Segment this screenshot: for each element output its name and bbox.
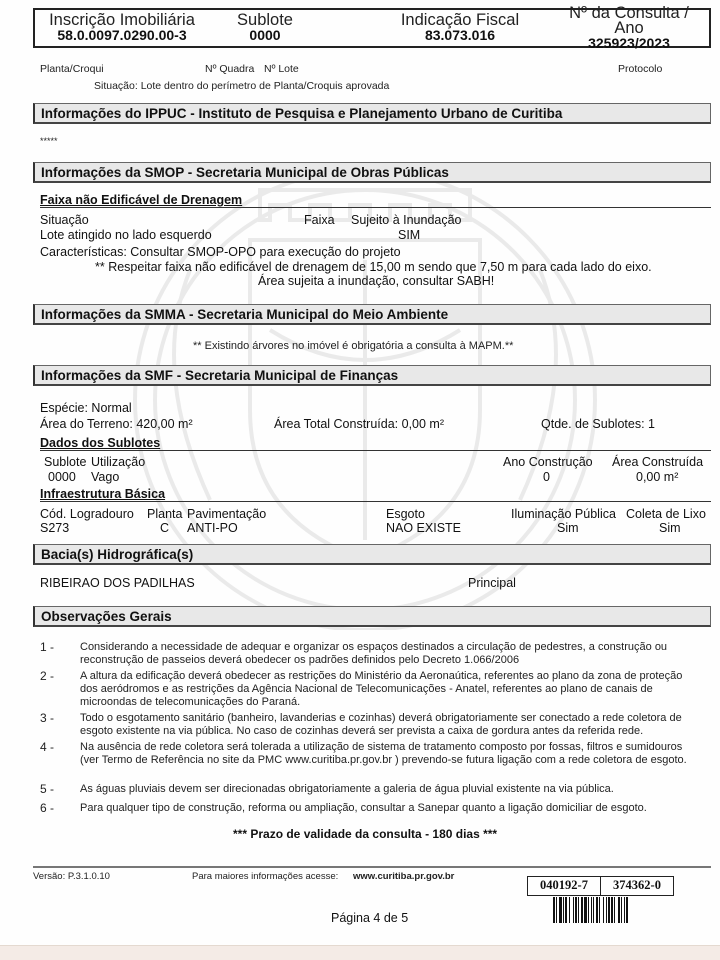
qtde-sublotes: Qtde. de Sublotes: 1 [541, 417, 655, 431]
section-smma: Informações da SMMA - Secretaria Municipal do Meio Ambiente [33, 304, 711, 325]
footer-divider [33, 866, 711, 868]
sublotes-header-sublote: Sublote [44, 455, 87, 469]
situacao-label: Situação [40, 213, 89, 227]
sublote-value: 0000 [249, 27, 281, 43]
sublotes-header-area: Área Construída [612, 455, 704, 469]
ippuc-content: ***** [40, 136, 58, 146]
sublote-cell: 0000 [48, 470, 76, 484]
numero-consulta [553, 3, 705, 51]
inundacao-value: SIM [398, 228, 421, 242]
code-box-2: 374362-0 [600, 876, 674, 896]
bacia-type: Principal [468, 576, 516, 590]
section-smf: Informações da SMF - Secretaria Municipal de Finanças [33, 365, 711, 386]
caracteristicas: Características: Consultar SMOP-OPO para execução do projeto [40, 245, 401, 259]
iluminacao-cell: Sim [557, 521, 579, 535]
page-number: Página 4 de 5 [331, 911, 409, 925]
section-ippuc: Informações do IPPUC - Instituto de Pesquisa e Planejamento Urbano de Curitiba [33, 103, 711, 124]
item-number: 1 - [40, 640, 55, 654]
list-item [40, 641, 700, 667]
list-item [40, 712, 700, 738]
item-number: 6 - [40, 801, 55, 815]
item-number: 4 - [40, 740, 55, 754]
inscricao-value: 58.0.0097.0290.00-3 [57, 27, 187, 43]
infra-header-coleta: Coleta de Lixo [626, 507, 706, 521]
item-number: 3 - [40, 711, 55, 725]
item-text: Considerando a necessidade de adequar e organizar os espaços destinados a circulação de pedestres, a construção ou reconstrução de passeios deverá obedecer os padrões definidos pelo Decreto 1.066/2006 [80, 641, 668, 667]
faixa-drenagem-title [40, 193, 711, 208]
barcode [553, 897, 671, 923]
faixa-drenagem-label: Faixa não Edificável de Drenagem [40, 193, 243, 207]
code-box-1: 040192-7 [527, 876, 601, 896]
item-number: 2 - [40, 669, 55, 683]
smop-note-faixa: ** Respeitar faixa não edificável de drenagem de 15,00 m sendo que 7,50 m para cada lado do eixo. [95, 260, 652, 274]
smma-note: ** Existindo árvores no imóvel é obrigatória a consulta à MAPM.** [193, 340, 514, 352]
area-total-construida: Área Total Construída: 0,00 m² [274, 417, 444, 431]
sublotes-header-utilizacao: Utilização [91, 455, 146, 469]
pavimentacao-cell: ANTI-PO [187, 521, 238, 535]
dados-sublotes-title [40, 436, 711, 451]
item-text: As águas pluviais devem ser direcionadas obrigatoriamente a galeria de água pluvial existente na via pública. [80, 783, 614, 795]
section-smop: Informações da SMOP - Secretaria Municipal de Obras Públicas [33, 162, 711, 183]
infra-header-planta: Planta [147, 507, 183, 521]
planta-croqui-label: Planta/Croqui [40, 63, 104, 75]
protocolo-label: Protocolo [618, 63, 663, 75]
sublotes-header-ano: Ano Construção [503, 455, 593, 469]
coleta-cell: Sim [659, 521, 681, 535]
item-number: 5 - [40, 782, 55, 796]
item-text: Na ausência de rede coletora será tolerada a utilização de sistema de tratamento composto por fossas, filtros e sumidouros (ver Termo de Referência no site da PMC www.curitiba.pr.gov.br ) prevendo-se futura ligação com a rede coletora de esgoto. [80, 741, 687, 767]
indicacao-fiscal [385, 13, 535, 43]
especie: Espécie: Normal [40, 401, 132, 415]
smop-note-inundacao: Área sujeita a inundação, consultar SABH! [258, 274, 495, 288]
codigo-cell: S273 [40, 521, 70, 535]
planta-situacao: Situação: Lote dentro do perímetro de Planta/Croquis aprovada [94, 80, 390, 92]
bacia-name: RIBEIRAO DOS PADILHAS [40, 576, 195, 590]
planta-cell: C [160, 521, 170, 535]
background-strip [0, 945, 720, 960]
quadra-label: Nº Quadra [205, 63, 255, 75]
utilizacao-cell: Vago [91, 470, 120, 484]
section-bacia: Bacia(s) Hidrográfica(s) [33, 544, 711, 565]
info-url-link[interactable]: www.curitiba.pr.gov.br [353, 871, 455, 882]
versao: Versão: P.3.1.0.10 [33, 871, 110, 882]
ano-cell: 0 [543, 470, 550, 484]
item-text: Todo o esgotamento sanitário (banheiro, lavanderias e cozinhas) deverá obrigatoriamente ser conectado a rede coletora de esgoto existente na via pública. No caso de cozinhas deverá ser prevista a caixa de gordura antes da referida rede. [80, 712, 682, 738]
item-text: A altura da edificação deverá obedecer as restrições do Ministério da Aeronaútica, referentes ao plano da zona de proteção dos aeródromos e as restrições da Agência Nacional de Telecomunicações - Anatel, referentes ao plano de canais de microondas de telecomunicações do Paraná. [80, 670, 683, 709]
indicacao-label: Indicação Fiscal [400, 11, 520, 29]
indicacao-value: 83.073.016 [424, 27, 496, 43]
infra-header-iluminacao: Iluminação Pública [511, 507, 616, 521]
esgoto-cell: NAO EXISTE [386, 521, 462, 535]
sublote [225, 13, 305, 43]
area-cell: 0,00 m² [636, 470, 679, 484]
infra-header-pavimentacao: Pavimentação [187, 507, 267, 521]
validade-consulta: *** Prazo de validade da consulta - 180 dias *** [233, 827, 498, 841]
inundacao-label: Sujeito à Inundação [351, 213, 462, 227]
list-item [40, 741, 700, 767]
inscricao-imobiliaria [47, 13, 197, 43]
faixa-label: Faixa [304, 213, 335, 227]
list-item [40, 670, 700, 710]
lote-label: Nº Lote [264, 63, 299, 75]
item-text: Para qualquer tipo de construção, reforma ou ampliação, consultar a Sanepar quanto a ligação domiciliar de esgoto. [80, 802, 647, 814]
dados-sublotes-label: Dados dos Sublotes [40, 436, 161, 450]
barcode-bar [628, 897, 629, 923]
inscricao-label: Inscrição Imobiliária [49, 11, 195, 29]
consulta-label: Nº da Consulta / Ano [569, 3, 689, 37]
infra-header-codigo: Cód. Logradouro [40, 507, 134, 521]
list-item [40, 783, 700, 796]
situacao-value: Lote atingido no lado esquerdo [40, 228, 212, 242]
infraestrutura-label: Infraestrutura Básica [40, 487, 166, 501]
header-box [33, 3, 711, 51]
infra-header-esgoto: Esgoto [386, 507, 425, 521]
infraestrutura-title [40, 487, 711, 502]
section-observacoes: Observações Gerais [33, 606, 711, 627]
info-label: Para maiores informações acesse: [192, 871, 339, 882]
area-terreno: Área do Terreno: 420,00 m² [40, 417, 193, 431]
consulta-value: 325923/2023 [588, 34, 670, 51]
sublote-label: Sublote [237, 11, 293, 29]
list-item [40, 802, 700, 815]
